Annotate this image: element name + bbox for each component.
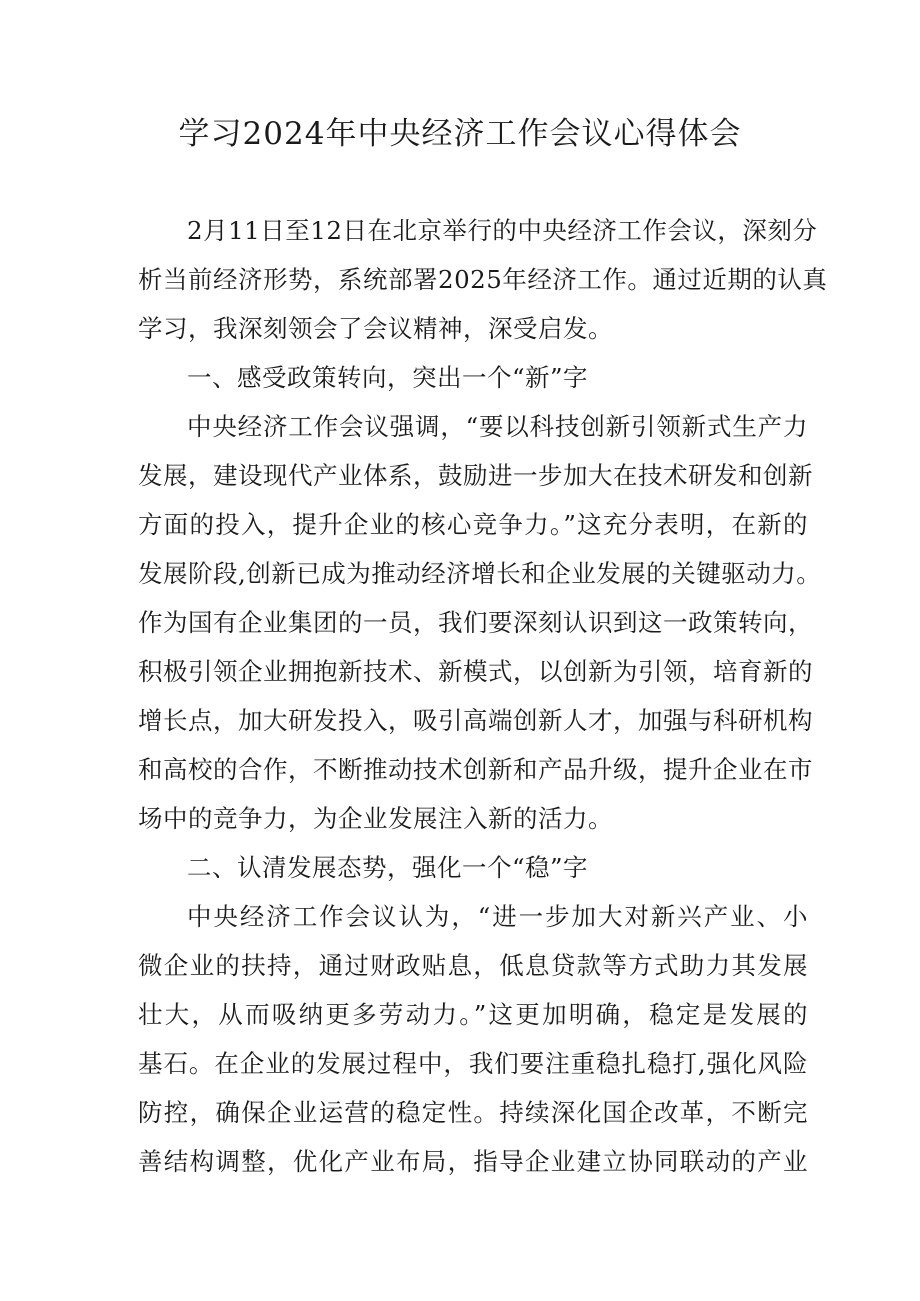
text-line: 善结构调整，优化产业布局，指导企业建立协同联动的产业 — [138, 1147, 808, 1176]
text-line: 和高校的合作，不断推动技术创新和产品升级，提升企业在市 — [138, 755, 813, 784]
text-line: 防控，确保企业运营的稳定性。持续深化国企改革，不断完 — [138, 1098, 808, 1127]
text-line: 积极引领企业拥抱新技术、新模式，以创新为引领，培育新的 — [138, 657, 813, 686]
text-line: 增长点，加大研发投入，吸引高端创新人才，加强与科研机构 — [138, 706, 813, 735]
text-line: 二、认清发展态势，强化一个“稳”字 — [187, 853, 589, 882]
document-title: 学习2024年中央经济工作会议心得体会 — [178, 116, 742, 152]
text-line: 壮大，从而吸纳更多劳动力。”这更加明确，稳定是发展的 — [138, 1000, 808, 1029]
text-line: 作为国有企业集团的一员，我们要深刻认识到这一政策转向， — [138, 608, 813, 637]
text-line: 中央经济工作会议认为，“进一步加大对新兴产业、小 — [187, 902, 808, 931]
document-body — [138, 206, 828, 1186]
text-line: 2月11日至12日在北京举行的中央经济工作会议，深刻分 — [187, 216, 818, 245]
text-line: 方面的投入，提升企业的核心竞争力。”这充分表明，在新的 — [138, 510, 808, 539]
text-line: 发展阶段,创新已成为推动经济增长和企业发展的关键驱动力。 — [138, 559, 822, 588]
text-line: 微企业的扶持，通过财政贴息，低息贷款等方式助力其发展 — [138, 951, 808, 980]
text-line: 场中的竞争力，为企业发展注入新的活力。 — [138, 804, 613, 833]
text-line: 学习，我深刻领会了会议精神，深受启发。 — [138, 314, 613, 343]
text-line: 发展，建设现代产业体系，鼓励进一步加大在技术研发和创新 — [138, 461, 813, 490]
text-line: 基石。在企业的发展过程中，我们要注重稳扎稳打,强化风险 — [138, 1049, 808, 1078]
text-line: 析当前经济形势，系统部署2025年经济工作。通过近期的认真 — [138, 265, 828, 294]
text-line: 一、感受政策转向，突出一个“新”字 — [187, 363, 589, 392]
text-line: 中央经济工作会议强调，“要以科技创新引领新式生产力 — [187, 412, 808, 441]
